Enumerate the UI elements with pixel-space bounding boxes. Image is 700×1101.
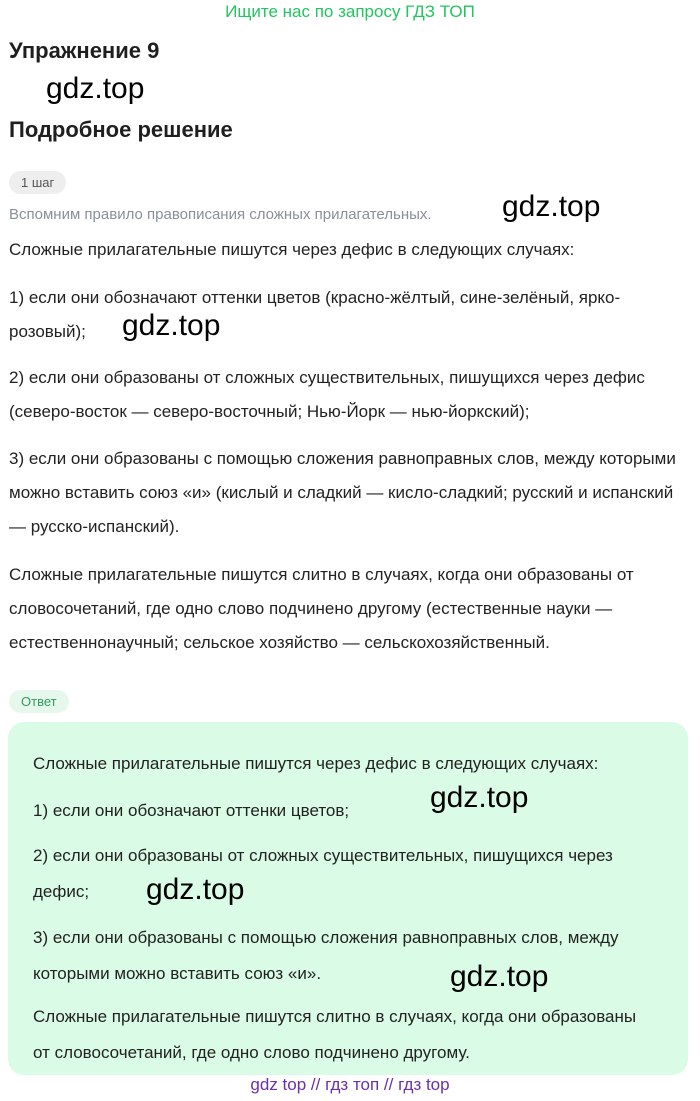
watermark: gdz.top <box>450 960 549 993</box>
rule-intro: Сложные прилагательные пишутся через дефис в следующих случаях: <box>9 240 575 259</box>
footer-links: gdz top // гдз топ // гдз top <box>250 1075 450 1094</box>
exercise-title: Упражнение 9 <box>9 38 160 63</box>
answer-item-3: 3) если они образованы с помощью сложения равноправных слов, между которыми можно вставить союз «и». <box>33 928 619 983</box>
top-banner: Ищите нас по запросу ГДЗ ТОП <box>225 2 475 21</box>
answer-item-2: 2) если они образованы от сложных существительных, пишущихся через дефис; <box>33 846 613 901</box>
rule-item-3: 3) если они образованы с помощью сложения равноправных слов, между которыми можно вставить союз «и» (кислый и сладкий — кисло-сладкий; русский и испанский — русско-испанский). <box>9 449 676 536</box>
rule-item-1: 1) если они обозначают оттенки цветов (красно-жёлтый, сине-зелёный, ярко-розовый); <box>9 288 621 341</box>
answer-badge: Ответ <box>9 690 69 713</box>
watermark: gdz.top <box>430 781 529 814</box>
hint-text: Вспомним правило правописания сложных прилагательных. <box>9 206 432 223</box>
step-badge: 1 шаг <box>9 171 66 194</box>
watermark: gdz.top <box>502 190 601 223</box>
watermark: gdz.top <box>146 873 245 906</box>
rule-item-2: 2) если они образованы от сложных существительных, пишущихся через дефис (северо-восток — северо-восточный; Нью-Йорк — нью-йоркский); <box>9 368 645 421</box>
answer-item-1: 1) если они обозначают оттенки цветов; <box>33 801 350 820</box>
rule-solid: Сложные прилагательные пишутся слитно в случаях, когда они образованы от словосочетаний, где одно слово подчинено другому (естественные науки — естественнонаучный; сельское хозяйство — сельскохозяйственный. <box>9 565 634 652</box>
answer-intro: Сложные прилагательные пишутся через дефис в следующих случаях: <box>33 754 599 773</box>
watermark: gdz.top <box>46 72 145 105</box>
watermark: gdz.top <box>122 309 221 342</box>
section-title: Подробное решение <box>9 117 233 142</box>
answer-solid: Сложные прилагательные пишутся слитно в случаях, когда они образованы от словосочетаний, где одно слово подчинено другому. <box>33 1007 637 1062</box>
